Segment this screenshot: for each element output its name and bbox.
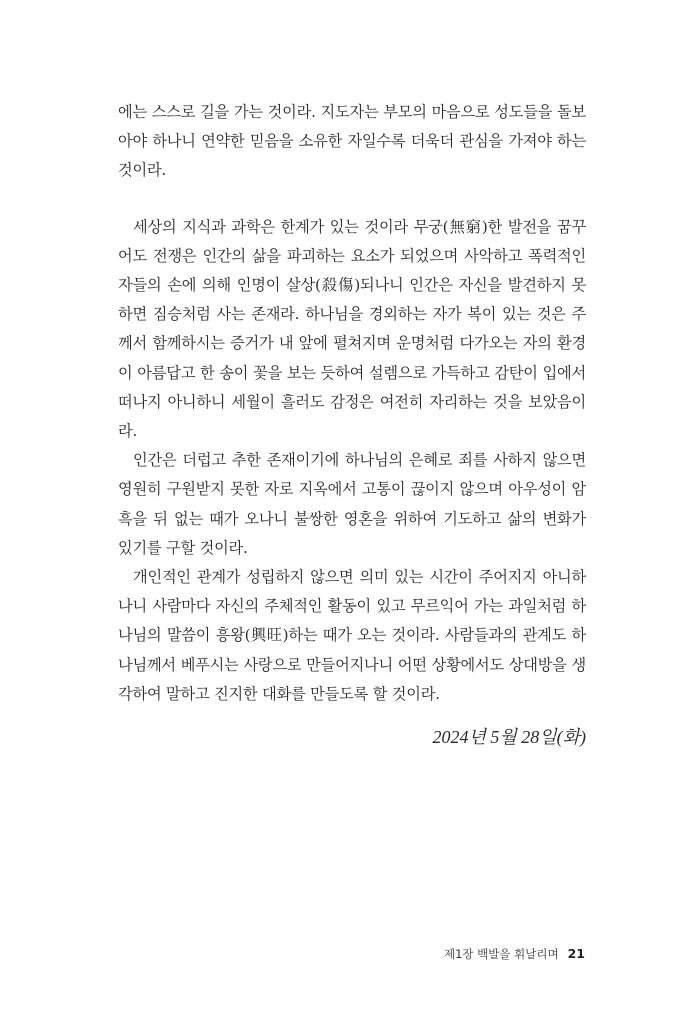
page-number: 21	[567, 946, 585, 961]
body-text	[118, 98, 586, 709]
paragraph: 인간은 더럽고 추한 존재이기에 하나님의 은혜로 죄를 사하지 않으면 영원히 구원받지 못한 자로 지옥에서 고통이 끊이지 않으며 아우성이 암흑을 뒤 없는 때가 오나니 불쌍한 영혼을 위하여 기도하고 삶의 변화가 있기를 구할 것이라.	[118, 451, 586, 557]
chapter-title: 제1장 백발을 휘날리며	[443, 947, 559, 961]
entry-date: 2024년 5월 28일(화)	[432, 727, 586, 747]
paragraph: 개인적인 관계가 성립하지 않으면 의미 있는 시간이 주어지지 아니하나니 사람마다 자신의 주체적인 활동이 있고 무르익어 가는 과일처럼 하나님의 말씀이 흥왕(興旺)하는 때가 오는 것이라. 사람들과의 관계도 하나님께서 베푸시는 사랑으로 만들어지나니 어떤 상황에서도 상대방을 생각하여 말하고 진지한 대화를 만들도록 할 것이라.	[118, 568, 586, 703]
page-footer	[444, 946, 585, 962]
paragraph: 세상의 지식과 과학은 한계가 있는 것이라 무궁(無窮)한 발전을 꿈꾸어도 전쟁은 인간의 삶을 파괴하는 요소가 되었으며 사악하고 폭력적인 자들의 손에 의해 인명이 살상(殺傷)되나니 인간은 자신을 발견하지 못하면 짐승처럼 사는 존재라. 하나님을 경외하는 자가 복이 있는 것은 주께서 함께하시는 증거가 내 앞에 펼쳐지며 운명처럼 다가오는 자의 환경이 아름답고 한 송이 꽃을 보는 듯하여 설렘으로 가득하고 감탄이 입에서 떠나지 아니하니 세월이 흘러도 감정은 여전히 자리하는 것을 보았음이라.	[118, 217, 586, 441]
paragraph-continuation: 에는 스스로 길을 가는 것이라. 지도자는 부모의 마음으로 성도들을 돌보아야 하나니 연약한 믿음을 소유한 자일수록 더욱더 관심을 가져야 하는 것이라.	[118, 103, 586, 180]
